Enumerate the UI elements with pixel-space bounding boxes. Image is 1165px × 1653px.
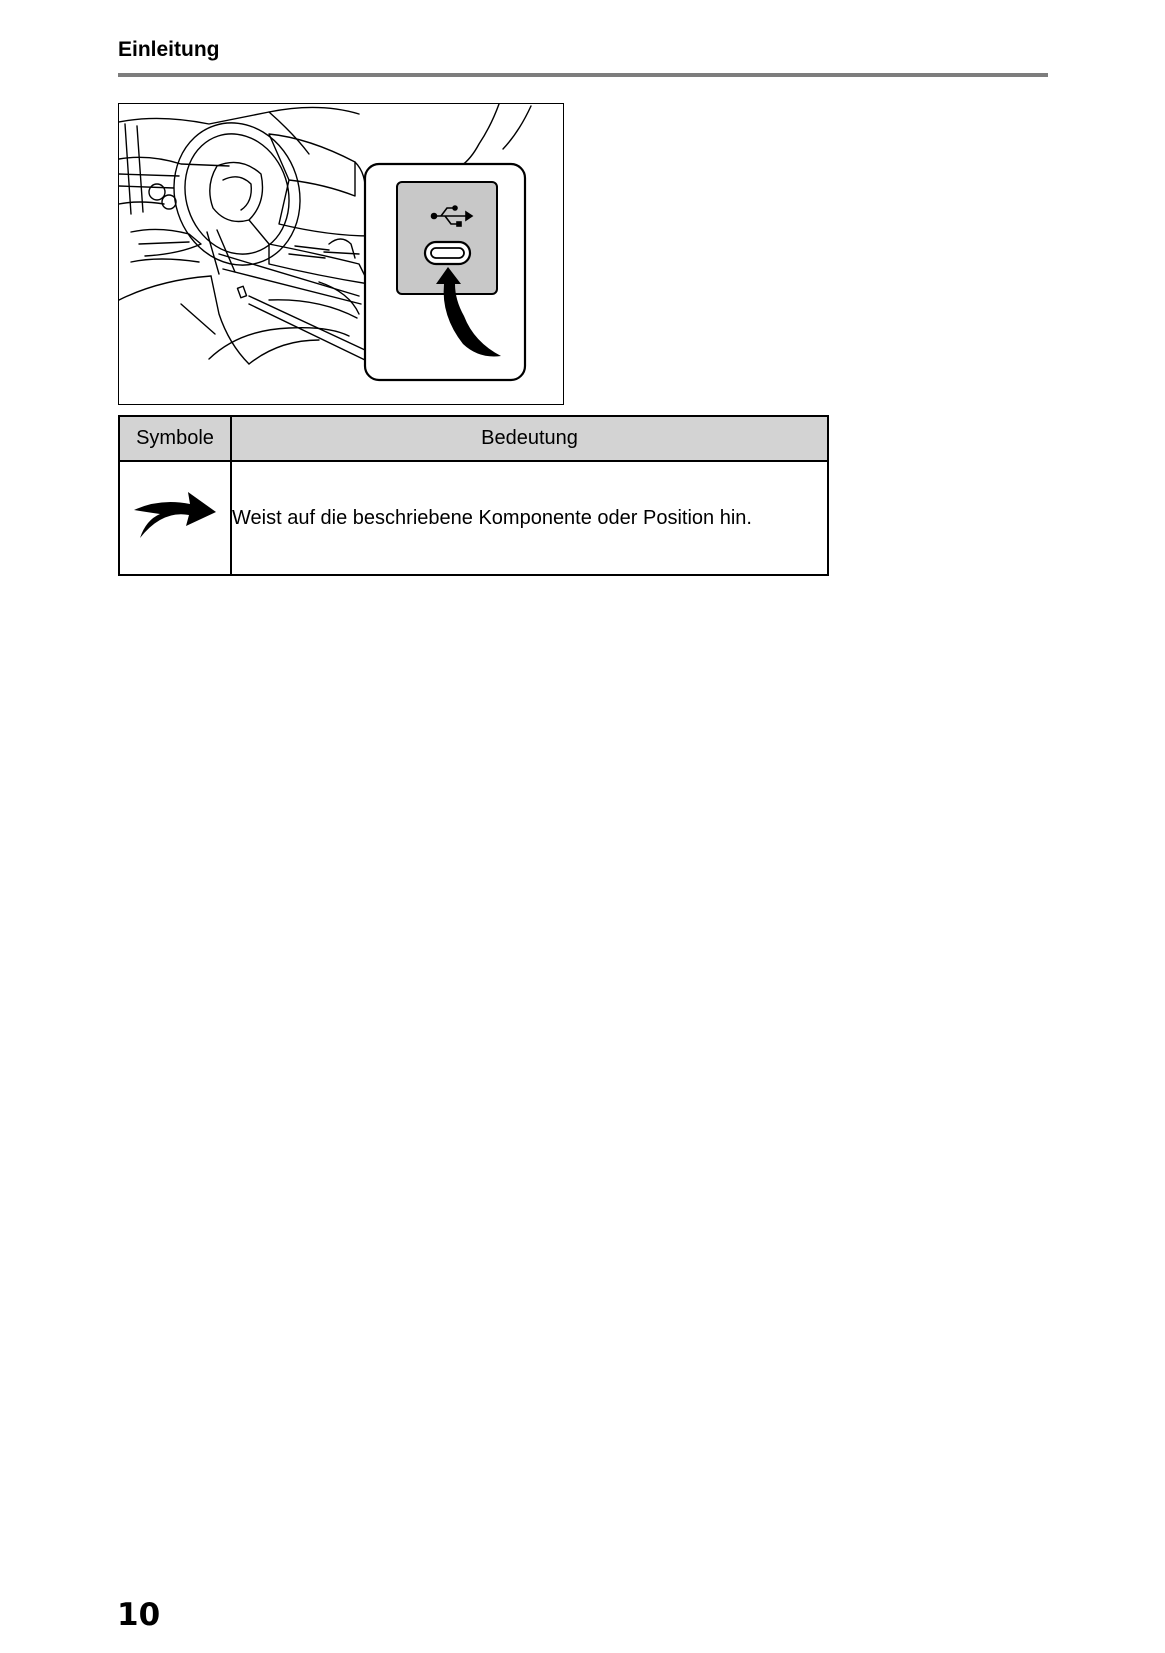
section-title-rule xyxy=(118,73,1048,77)
meaning-column-header: Bedeutung xyxy=(231,416,828,461)
section-title: Einleitung xyxy=(118,38,220,61)
table-row xyxy=(119,461,828,575)
page-number: 10 xyxy=(117,1597,161,1633)
curved-pointer-arrow-icon xyxy=(132,525,218,547)
meaning-cell: Weist auf die beschriebene Komponente oder Position hin. xyxy=(231,461,828,575)
table-header-row xyxy=(119,416,828,461)
symbol-column-header: Symbole xyxy=(119,416,231,461)
symbol-meaning-table xyxy=(118,415,829,576)
usb-port-location-illustration xyxy=(118,103,564,405)
symbol-cell xyxy=(119,461,231,575)
